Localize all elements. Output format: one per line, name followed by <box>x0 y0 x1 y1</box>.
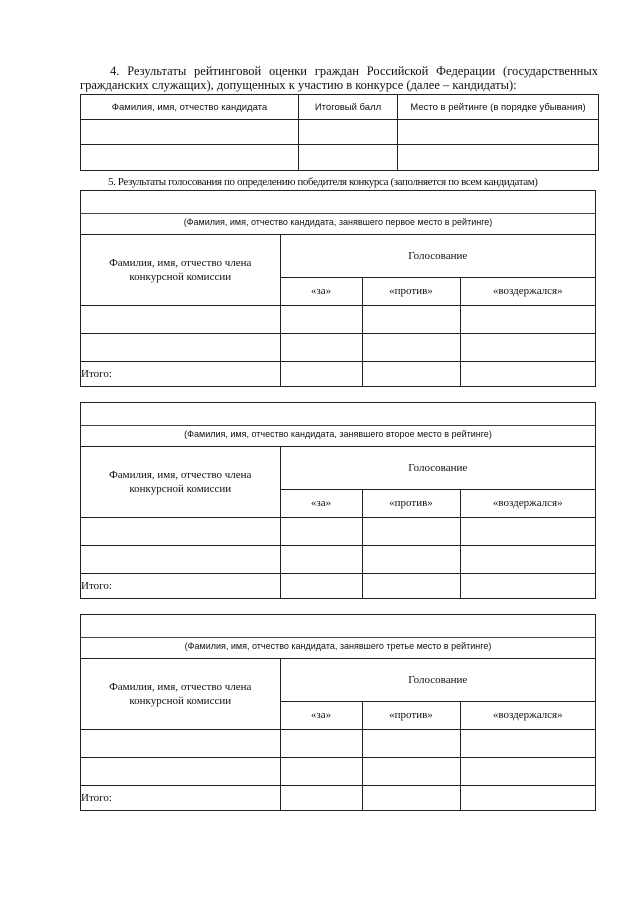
cell-against[interactable] <box>362 785 460 811</box>
cell-candidate-name[interactable] <box>81 120 299 145</box>
section4-title <box>80 64 598 92</box>
total-label: Итого: <box>81 785 280 811</box>
cell-against[interactable] <box>362 729 460 757</box>
cell-against[interactable] <box>362 333 460 361</box>
cell-total-score[interactable] <box>299 145 398 171</box>
voting-header-row <box>81 447 595 489</box>
candidate-name-field[interactable] <box>81 191 595 235</box>
candidate-name-line <box>81 637 595 638</box>
cell-abstain[interactable] <box>460 333 595 361</box>
section5-title: 5. Результаты голосования по определению победителя конкурса (заполняется по всем кандидатам) <box>108 176 538 188</box>
voting-block-second <box>80 402 596 599</box>
voting-header-row <box>81 659 595 701</box>
total-label: Итого: <box>81 573 280 599</box>
header-member-name <box>81 447 280 517</box>
candidate-name-field[interactable] <box>81 403 595 447</box>
cell-member[interactable] <box>81 545 280 573</box>
header-member-name <box>81 235 280 305</box>
header-for: «за» <box>280 489 362 517</box>
voting-table <box>81 659 595 811</box>
cell-abstain[interactable] <box>460 757 595 785</box>
header-abstain: «воздержался» <box>460 701 595 729</box>
header-member-name <box>81 659 280 729</box>
cell-candidate-name[interactable] <box>81 145 299 171</box>
table-row <box>81 545 595 573</box>
header-member-line1: Фамилия, имя, отчество члена <box>109 680 252 693</box>
section4-title-line2: гражданских служащих), допущенных к участию в конкурсе (далее – кандидаты): <box>80 78 517 92</box>
table-row <box>81 145 599 171</box>
cell-rating-place[interactable] <box>398 145 599 171</box>
cell-member[interactable] <box>81 333 280 361</box>
cell-against[interactable] <box>362 305 460 333</box>
candidate-name-line <box>81 425 595 426</box>
cell-member[interactable] <box>81 305 280 333</box>
header-voting: Голосование <box>280 659 595 701</box>
voting-block-third <box>80 614 596 811</box>
header-voting: Голосование <box>280 447 595 489</box>
voting-table <box>81 447 595 599</box>
header-voting: Голосование <box>280 235 595 277</box>
table-row <box>81 757 595 785</box>
cell-total-score[interactable] <box>299 120 398 145</box>
total-row <box>81 573 595 599</box>
total-row <box>81 361 595 387</box>
cell-abstain[interactable] <box>460 573 595 599</box>
cell-for[interactable] <box>280 729 362 757</box>
cell-member[interactable] <box>81 729 280 757</box>
cell-for[interactable] <box>280 361 362 387</box>
header-member-line1: Фамилия, имя, отчество члена <box>109 256 252 269</box>
section4-title-line1: 4. Результаты рейтинговой оценки граждан Российской Федерации (государственных <box>110 64 598 78</box>
cell-rating-place[interactable] <box>398 120 599 145</box>
header-against: «против» <box>362 489 460 517</box>
candidate-caption: (Фамилия, имя, отчество кандидата, занявшего третье место в рейтинге) <box>184 641 492 651</box>
cell-for[interactable] <box>280 573 362 599</box>
cell-member[interactable] <box>81 517 280 545</box>
header-abstain: «воздержался» <box>460 489 595 517</box>
header-rating-place: Место в рейтинге (в порядке убывания) <box>398 95 599 120</box>
cell-against[interactable] <box>362 757 460 785</box>
candidate-caption: (Фамилия, имя, отчество кандидата, занявшего первое место в рейтинге) <box>183 217 493 227</box>
header-against: «против» <box>362 277 460 305</box>
table-row <box>81 517 595 545</box>
header-member-line2: конкурсной комиссии <box>129 270 232 283</box>
cell-abstain[interactable] <box>460 361 595 387</box>
rating-table <box>80 94 599 171</box>
candidate-caption: (Фамилия, имя, отчество кандидата, занявшего второе место в рейтинге) <box>184 429 492 439</box>
table-row <box>81 305 595 333</box>
voting-table <box>81 235 595 387</box>
cell-against[interactable] <box>362 545 460 573</box>
header-member-line1: Фамилия, имя, отчество члена <box>109 468 252 481</box>
table-row <box>81 729 595 757</box>
voting-block-first <box>80 190 596 387</box>
header-member-line2: конкурсной комиссии <box>129 694 232 707</box>
cell-against[interactable] <box>362 361 460 387</box>
cell-against[interactable] <box>362 573 460 599</box>
cell-abstain[interactable] <box>460 517 595 545</box>
total-label: Итого: <box>81 361 280 387</box>
header-total-score: Итоговый балл <box>299 95 398 120</box>
cell-abstain[interactable] <box>460 785 595 811</box>
cell-for[interactable] <box>280 785 362 811</box>
table-row <box>81 333 595 361</box>
cell-member[interactable] <box>81 757 280 785</box>
candidate-name-field[interactable] <box>81 615 595 659</box>
rating-header-row <box>81 95 599 120</box>
header-against: «против» <box>362 701 460 729</box>
cell-abstain[interactable] <box>460 545 595 573</box>
table-row <box>81 120 599 145</box>
voting-header-row <box>81 235 595 277</box>
header-for: «за» <box>280 277 362 305</box>
header-candidate-name: Фамилия, имя, отчество кандидата <box>81 95 299 120</box>
cell-for[interactable] <box>280 517 362 545</box>
cell-for[interactable] <box>280 333 362 361</box>
cell-abstain[interactable] <box>460 305 595 333</box>
cell-for[interactable] <box>280 545 362 573</box>
cell-against[interactable] <box>362 517 460 545</box>
header-for: «за» <box>280 701 362 729</box>
candidate-name-line <box>81 213 595 214</box>
cell-abstain[interactable] <box>460 729 595 757</box>
cell-for[interactable] <box>280 757 362 785</box>
header-member-line2: конкурсной комиссии <box>129 482 232 495</box>
cell-for[interactable] <box>280 305 362 333</box>
header-abstain: «воздержался» <box>460 277 595 305</box>
total-row <box>81 785 595 811</box>
